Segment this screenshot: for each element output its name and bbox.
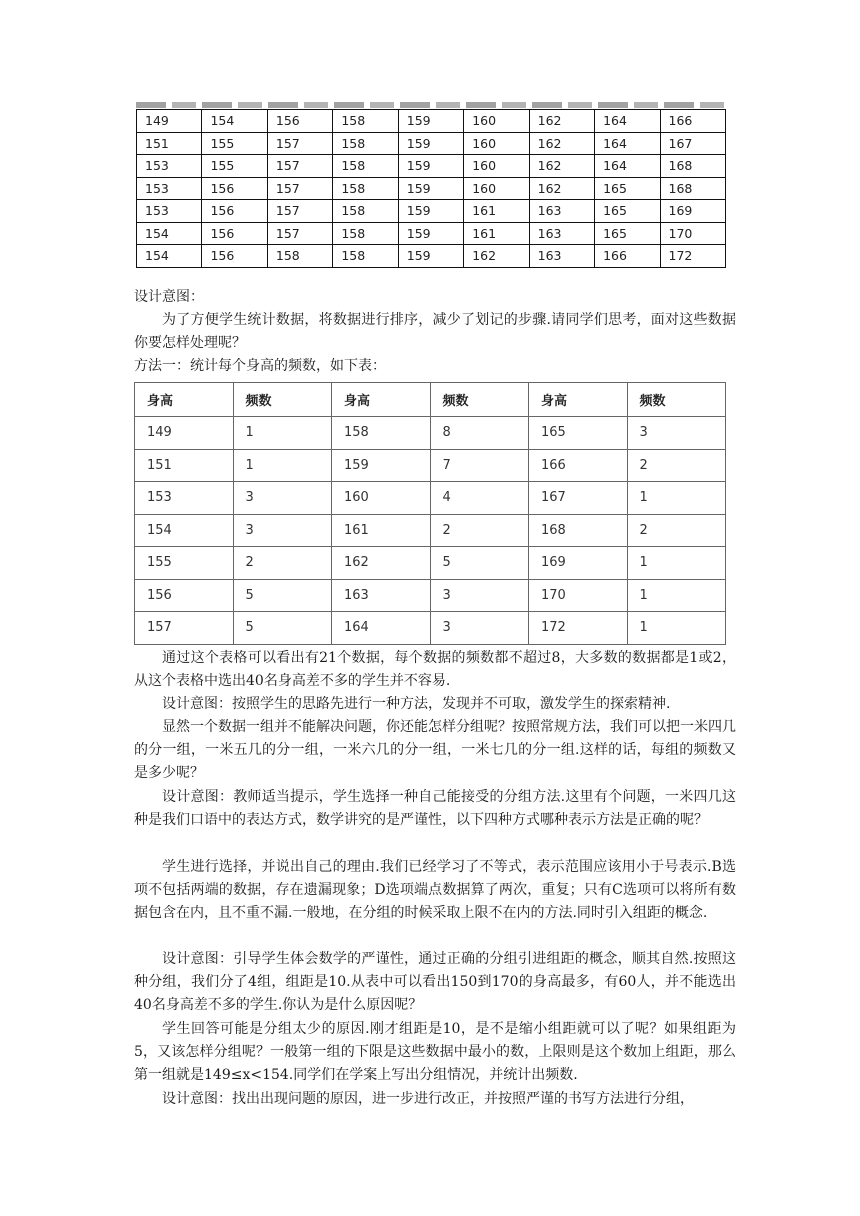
table-cell: 162	[529, 177, 594, 200]
table-cell: 158	[333, 245, 398, 268]
table-cell: 154	[202, 110, 267, 133]
table-cell: 160	[332, 482, 431, 515]
table-row	[135, 449, 726, 482]
paragraph-design-intent-4: 设计意图：找出出现问题的原因，进一步进行改正，并按照严谨的书写方法进行分组，	[162, 1091, 694, 1107]
table-cell: 168	[529, 514, 628, 547]
table-cell: 3	[233, 514, 332, 547]
table-cell: 168	[660, 177, 726, 200]
table-cell: 156	[202, 200, 267, 223]
table-cell: 164	[595, 132, 660, 155]
table-row	[137, 222, 726, 245]
table-cell: 163	[529, 222, 594, 245]
table-cell: 167	[660, 132, 726, 155]
table-cell: 161	[332, 514, 431, 547]
table-cell: 1	[233, 417, 332, 450]
table-cell: 156	[135, 579, 234, 612]
table-cell: 5	[233, 579, 332, 612]
table-cell: 165	[529, 417, 628, 450]
paragraph-design-intent-1: 设计意图：按照学生的思路先进行一种方法，发现并不可取，激发学生的探索精神.	[162, 696, 671, 712]
table-cell: 154	[135, 514, 234, 547]
table-row	[135, 612, 726, 645]
table-cell: 168	[660, 155, 726, 178]
table-cell: 1	[627, 612, 726, 645]
table-cell: 3	[233, 482, 332, 515]
table-cell: 165	[595, 222, 660, 245]
table-cell: 2	[627, 514, 726, 547]
table-cell: 153	[137, 155, 202, 178]
table-cell: 158	[333, 177, 398, 200]
table-cell: 1	[627, 482, 726, 515]
table-cell: 161	[464, 222, 529, 245]
table-row	[137, 245, 726, 268]
table-cell: 7	[430, 449, 529, 482]
table-cell: 164	[595, 155, 660, 178]
table-cell: 170	[660, 222, 726, 245]
table-cell: 149	[137, 110, 202, 133]
table-cell: 166	[529, 449, 628, 482]
table-cell: 154	[137, 222, 202, 245]
method-one-heading: 方法一：统计每个身高的频数，如下表：	[134, 358, 386, 374]
table-cell: 159	[398, 177, 463, 200]
table-cell: 157	[267, 155, 332, 178]
table-header-row	[135, 383, 726, 417]
table-row	[137, 110, 726, 133]
paragraph-group-width: 学生回答可能是分组太少的原因.刚才组距是10，是不是缩小组距就可以了呢？如果组距为5，又该怎样分组呢？一般第一组的下限是这些数据中最小的数，上限则是这个数加上组距，那么第一组就是149≤x<154.同学们在学案上写出分组情况，并统计出频数.	[134, 1021, 736, 1084]
table-cell: 158	[333, 132, 398, 155]
table-cell: 163	[529, 200, 594, 223]
table-row	[137, 177, 726, 200]
table-cell: 157	[267, 222, 332, 245]
table-cell: 154	[137, 245, 202, 268]
table-cell: 169	[660, 200, 726, 223]
table-cell: 155	[202, 132, 267, 155]
table-cell: 169	[529, 547, 628, 580]
table-cell: 3	[430, 612, 529, 645]
table-cell: 162	[332, 547, 431, 580]
table-cell: 3	[430, 579, 529, 612]
table-cell: 162	[529, 155, 594, 178]
table-row	[135, 417, 726, 450]
paragraph-design-intent-3: 设计意图：引导学生体会数学的严谨性，通过正确的分组引进组距的概念，顺其自然.按照这种分组，我们分了4组，组距是10.从表中可以看出150到170的身高最多，有60人，并不能选出40名身高差不多的学生.你认为是什么原因呢？	[134, 951, 736, 1014]
table-cell: 1	[627, 579, 726, 612]
table-cell: 162	[529, 110, 594, 133]
table-cell: 153	[137, 177, 202, 200]
table-row	[135, 579, 726, 612]
column-header: 频数	[627, 383, 726, 417]
table-cell: 3	[627, 417, 726, 450]
column-header: 频数	[430, 383, 529, 417]
table-cell: 172	[529, 612, 628, 645]
table-cell: 157	[267, 177, 332, 200]
table-cell: 158	[333, 200, 398, 223]
table-cell: 4	[430, 482, 529, 515]
table-cell: 167	[529, 482, 628, 515]
cropped-header-remnant	[136, 102, 726, 108]
table-cell: 162	[529, 132, 594, 155]
table-cell: 159	[398, 155, 463, 178]
table-row	[135, 482, 726, 515]
table-cell: 159	[398, 200, 463, 223]
table-cell: 157	[135, 612, 234, 645]
table-cell: 5	[233, 612, 332, 645]
table-cell: 170	[529, 579, 628, 612]
table-cell: 156	[202, 177, 267, 200]
table-cell: 160	[464, 177, 529, 200]
table-cell: 155	[202, 155, 267, 178]
column-header: 身高	[332, 383, 431, 417]
paragraph-design-intent-2: 设计意图：教师适当提示，学生选择一种自己能接受的分组方法.这里有个问题，一米四几这种是我们口语中的表达方式，数学讲究的是严谨性，以下四种方式哪种表示方法是正确的呢？	[134, 789, 736, 829]
table-cell: 158	[333, 110, 398, 133]
table-row	[137, 155, 726, 178]
table-cell: 158	[333, 222, 398, 245]
paragraph-student-choice: 学生进行选择，并说出自己的理由.我们已经学习了不等式，表示范围应该用小于号表示.B选项不包括两端的数据，存在遗漏现象；D选项端点数据算了两次，重复；只有C选项可以将所有数据包含在内，且不重不漏.一般地，在分组的时候采取上限不在内的方法.同时引入组距的概念.	[134, 859, 736, 922]
table-cell: 172	[660, 245, 726, 268]
table-row	[135, 514, 726, 547]
table-cell: 1	[627, 547, 726, 580]
column-header: 身高	[529, 383, 628, 417]
table-cell: 166	[595, 245, 660, 268]
table-cell: 159	[398, 245, 463, 268]
table-cell: 164	[595, 110, 660, 133]
table-cell: 158	[333, 155, 398, 178]
table-cell: 153	[137, 200, 202, 223]
table-cell: 161	[464, 200, 529, 223]
table-cell: 159	[398, 132, 463, 155]
table-cell: 1	[233, 449, 332, 482]
table-cell: 165	[595, 200, 660, 223]
table-cell: 158	[267, 245, 332, 268]
table-cell: 160	[464, 155, 529, 178]
table-cell: 158	[332, 417, 431, 450]
table-cell: 5	[430, 547, 529, 580]
table-cell: 151	[137, 132, 202, 155]
table-cell: 151	[135, 449, 234, 482]
table-cell: 155	[135, 547, 234, 580]
table-cell: 156	[267, 110, 332, 133]
frequency-table	[134, 382, 726, 645]
table-cell: 2	[430, 514, 529, 547]
table-cell: 160	[464, 110, 529, 133]
table-cell: 159	[398, 222, 463, 245]
table-cell: 157	[267, 132, 332, 155]
table-cell: 160	[464, 132, 529, 155]
table-cell: 162	[464, 245, 529, 268]
height-data-table	[136, 109, 726, 268]
table-cell: 2	[627, 449, 726, 482]
table-row	[135, 547, 726, 580]
table-cell: 149	[135, 417, 234, 450]
table-cell: 2	[233, 547, 332, 580]
table-cell: 166	[660, 110, 726, 133]
table-row	[137, 200, 726, 223]
table-cell: 165	[595, 177, 660, 200]
design-intent-label: 设计意图：	[134, 289, 204, 305]
column-header: 身高	[135, 383, 234, 417]
table-cell: 159	[332, 449, 431, 482]
table-cell: 156	[202, 222, 267, 245]
table-cell: 163	[332, 579, 431, 612]
paragraph-grouping-question: 显然一个数据一组并不能解决问题，你还能怎样分组呢？按照常规方法，我们可以把一米四几的分一组，一米五几的分一组，一米六几的分一组，一米七几的分一组.这样的话，每组的频数又是多少呢？	[134, 719, 736, 782]
table-cell: 157	[267, 200, 332, 223]
table-cell: 164	[332, 612, 431, 645]
table-cell: 153	[135, 482, 234, 515]
table-cell: 163	[529, 245, 594, 268]
paragraph-sorting: 为了方便学生统计数据，将数据进行排序，减少了划记的步骤.请同学们思考，面对这些数据你要怎样处理呢？	[134, 312, 736, 352]
table-cell: 8	[430, 417, 529, 450]
table-cell: 156	[202, 245, 267, 268]
column-header: 频数	[233, 383, 332, 417]
table-cell: 159	[398, 110, 463, 133]
paragraph-observation: 通过这个表格可以看出有21个数据，每个数据的频数都不超过8，大多数的数据都是1或2，从这个表格中选出40名身高差不多的学生并不容易.	[134, 650, 736, 690]
table-row	[137, 132, 726, 155]
